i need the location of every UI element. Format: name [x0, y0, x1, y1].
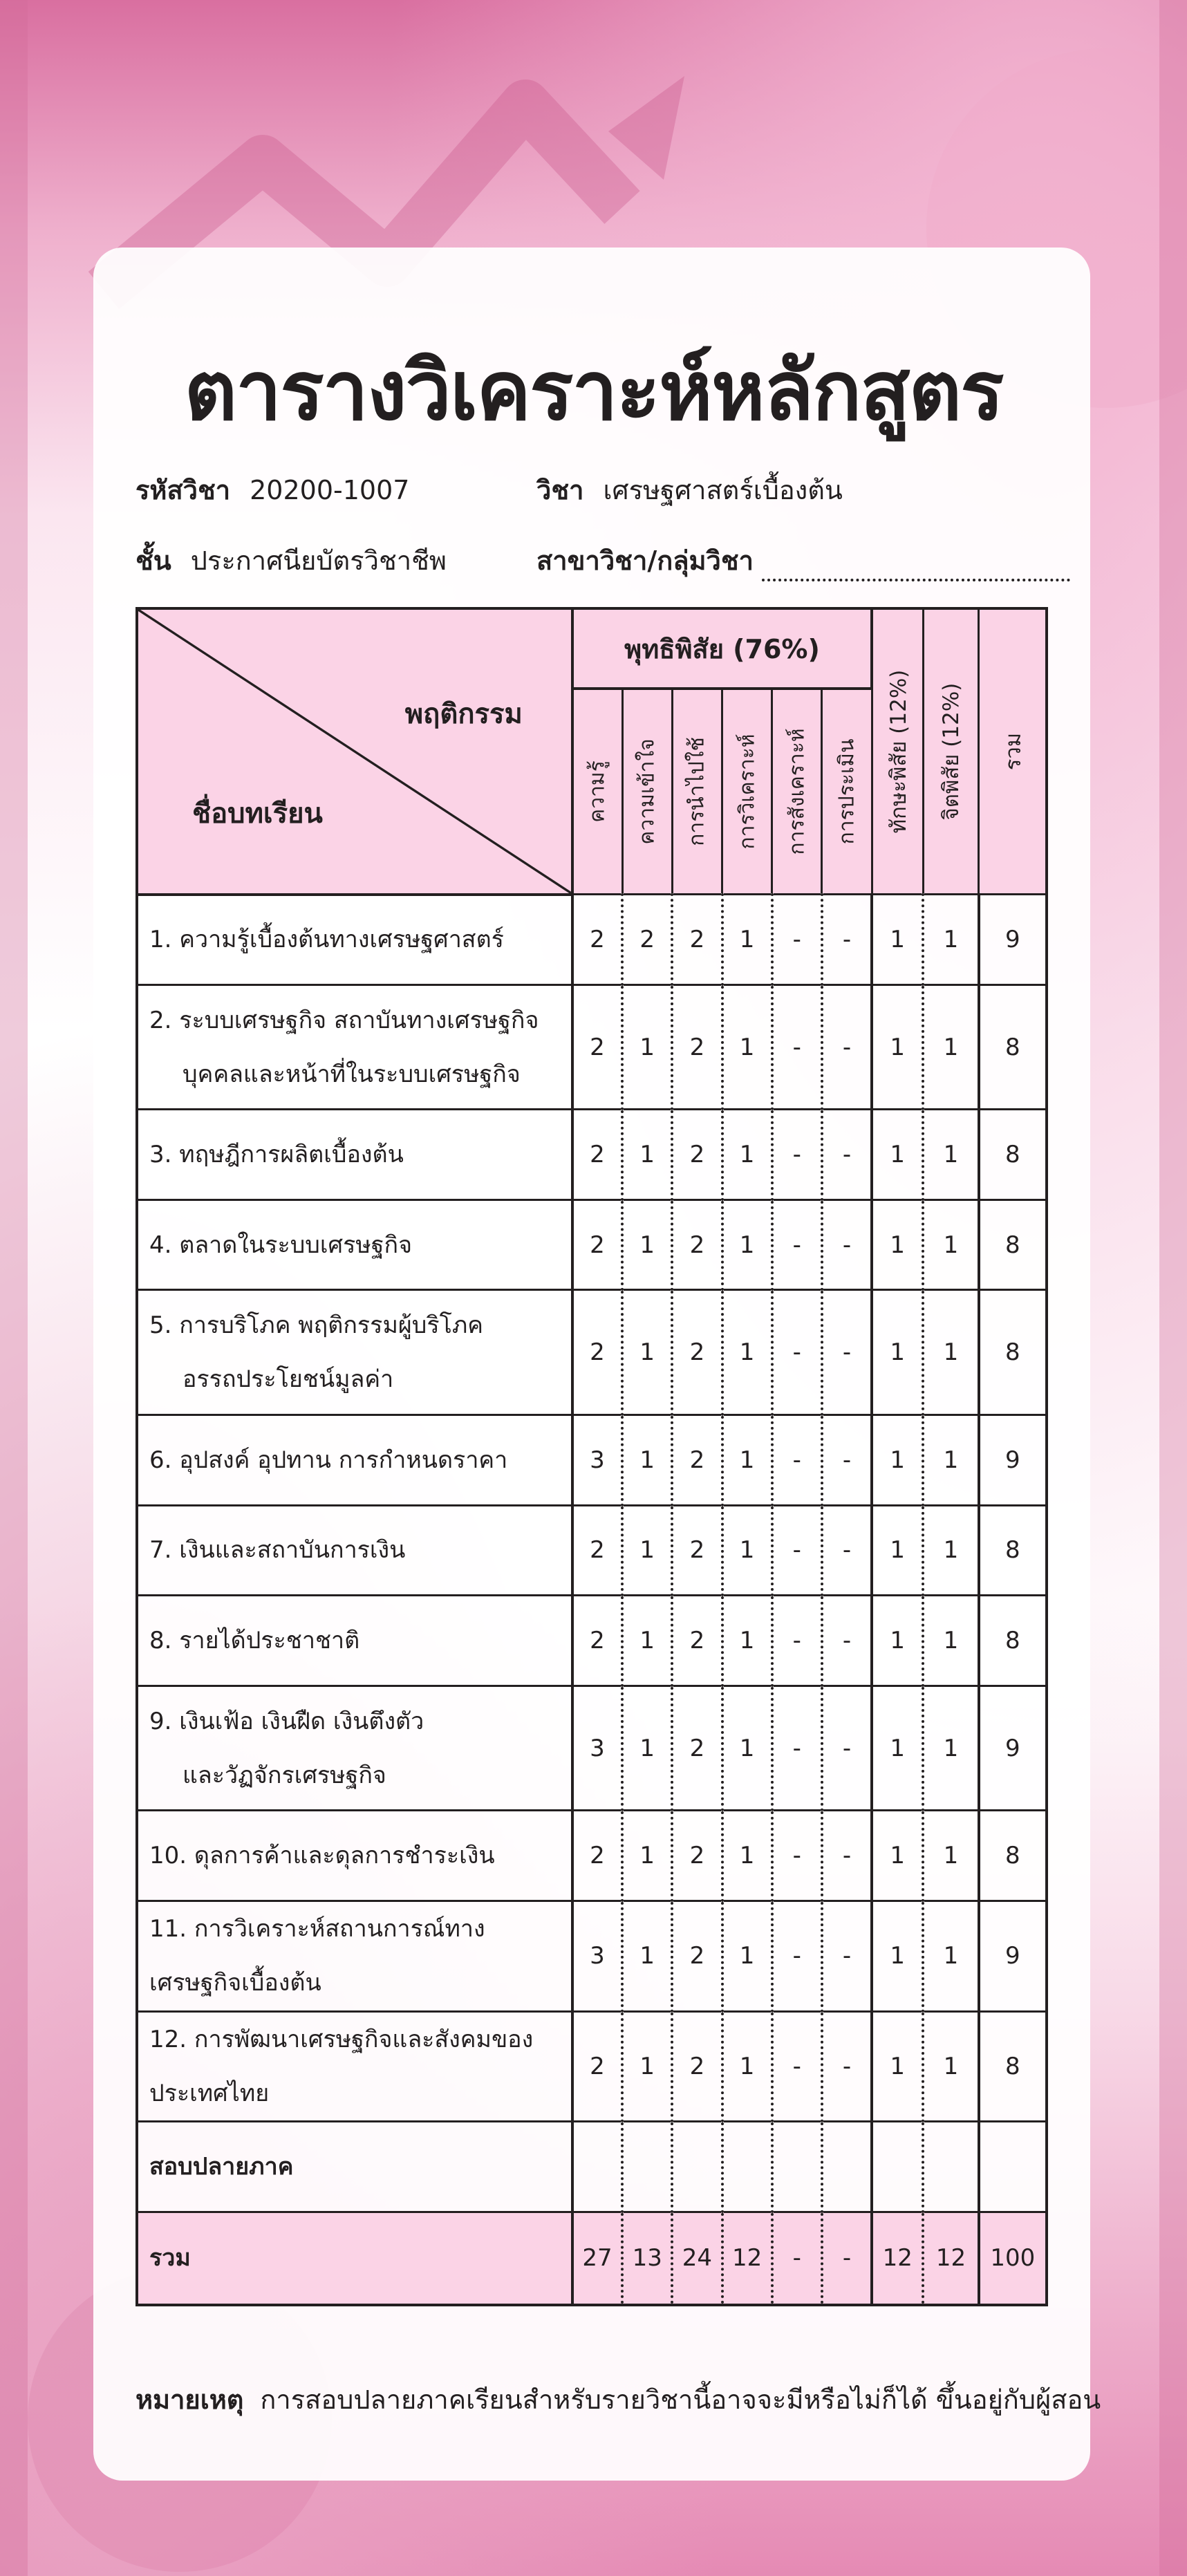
table-row [137, 984, 1047, 1110]
score-cell: 1 [923, 1110, 978, 1200]
score-cell: 1 [622, 1901, 672, 2011]
total-cell: - [772, 2212, 822, 2305]
score-cell: 1 [923, 1415, 978, 1506]
score-cell: 3 [572, 1901, 622, 2011]
score-cell: 1 [722, 1901, 772, 2011]
col-header-3 [672, 689, 722, 894]
score-cell: 2 [572, 1290, 622, 1415]
score-cell: 8 [979, 1596, 1047, 1686]
final-exam-cell [979, 2122, 1047, 2212]
branch-label: สาขาวิชา/กลุ่มวิชา [536, 545, 754, 576]
subject [536, 469, 843, 511]
score-cell: 1 [872, 984, 923, 1110]
score-cell: 8 [979, 1811, 1047, 1901]
col-header-4-label: การวิเคราะห์ [735, 734, 760, 850]
score-cell: 2 [572, 1811, 622, 1901]
col-header-1-label: ความรู้ [585, 760, 610, 823]
lesson-name [137, 984, 572, 1110]
score-cell: 1 [722, 1415, 772, 1506]
branch [536, 539, 1070, 581]
score-cell: 2 [672, 1811, 722, 1901]
table-row [137, 1200, 1047, 1290]
final-exam-cell [722, 2122, 772, 2212]
score-cell: 1 [622, 984, 672, 1110]
score-cell: 1 [872, 1110, 923, 1200]
score-cell: - [822, 1110, 872, 1200]
table-row [137, 1415, 1047, 1506]
score-cell: 1 [722, 1686, 772, 1811]
score-cell: - [772, 1110, 822, 1200]
table-row [137, 1505, 1047, 1596]
score-cell: - [772, 1200, 822, 1290]
col-header-7-label: ทักษะพิสัย (12%) [886, 669, 911, 834]
score-cell: - [822, 895, 872, 985]
score-cell: 2 [572, 1596, 622, 1686]
col-header-7 [872, 608, 923, 895]
score-cell: 1 [622, 2011, 672, 2122]
total-cell: 13 [622, 2212, 672, 2305]
score-cell: 1 [722, 1110, 772, 1200]
score-cell: 1 [722, 1200, 772, 1290]
score-cell: 9 [979, 895, 1047, 985]
table-row [137, 1686, 1047, 1811]
total-cell: 24 [672, 2212, 722, 2305]
level-label: ชั้น [135, 545, 171, 576]
lesson-name-line1: 11. การวิเคราะห์สถานการณ์ทางเศรษฐกิจเบื้องต้น [149, 1915, 485, 1997]
score-cell: - [772, 1290, 822, 1415]
lesson-name-line1: 10. ดุลการค้าและดุลการชำระเงิน [149, 1842, 495, 1870]
score-cell: - [772, 2011, 822, 2122]
score-cell: 1 [923, 1686, 978, 1811]
score-cell: 9 [979, 1415, 1047, 1506]
cognitive-group-header: พุทธิพิสัย (76%) [572, 608, 872, 689]
score-cell: 1 [722, 1290, 772, 1415]
col-header-2 [622, 689, 672, 894]
score-cell: 1 [923, 895, 978, 985]
footnote [135, 2378, 1101, 2420]
lesson-name-line2: บุคคลและหน้าที่ในระบบเศรษฐกิจ [183, 1060, 521, 1088]
final-exam-cell [822, 2122, 872, 2212]
score-cell: 8 [979, 1200, 1047, 1290]
score-cell: - [822, 1200, 872, 1290]
score-cell: 1 [872, 1686, 923, 1811]
col-header-5 [772, 689, 822, 894]
lesson-name [137, 1686, 572, 1811]
col-header-1 [572, 689, 622, 894]
score-cell: 8 [979, 1505, 1047, 1596]
lesson-name [137, 1290, 572, 1415]
col-header-8-label: จิตพิสัย (12%) [939, 682, 964, 821]
score-cell: 2 [572, 895, 622, 985]
score-cell: 8 [979, 1110, 1047, 1200]
score-cell: - [772, 1901, 822, 2011]
final-exam-cell [772, 2122, 822, 2212]
score-cell: 3 [572, 1415, 622, 1506]
score-cell: 9 [979, 1686, 1047, 1811]
lesson-name [137, 1110, 572, 1200]
lesson-name [137, 1415, 572, 1506]
score-cell: 1 [622, 1596, 672, 1686]
table-row [137, 1811, 1047, 1901]
score-cell: 2 [672, 1901, 722, 2011]
score-cell: 1 [923, 984, 978, 1110]
lesson-name-line1: 4. ตลาดในระบบเศรษฐกิจ [149, 1231, 413, 1259]
score-cell: 1 [722, 1596, 772, 1686]
score-cell: - [772, 895, 822, 985]
total-cell: 100 [979, 2212, 1047, 2305]
col-header-8 [923, 608, 978, 895]
score-cell: 2 [672, 1686, 722, 1811]
final-exam-cell [923, 2122, 978, 2212]
lesson-name-line2: อรรถประโยชน์มูลค่า [183, 1365, 394, 1394]
score-cell: 8 [979, 1290, 1047, 1415]
curriculum-table [135, 607, 1048, 2306]
score-cell: 1 [622, 1811, 672, 1901]
score-cell: 8 [979, 2011, 1047, 2122]
score-cell: 1 [722, 1811, 772, 1901]
score-cell: 1 [923, 1505, 978, 1596]
score-cell: - [772, 1811, 822, 1901]
subject-label: วิชา [536, 475, 584, 505]
score-cell: 1 [872, 1811, 923, 1901]
score-cell: 2 [672, 1415, 722, 1506]
score-cell: 1 [722, 2011, 772, 2122]
lesson-name [137, 1811, 572, 1901]
lesson-name-line1: 1. ความรู้เบื้องต้นทางเศรษฐศาสตร์ [149, 926, 504, 954]
score-cell: 1 [872, 1901, 923, 2011]
score-cell: 2 [572, 2011, 622, 2122]
lesson-name-line1: 3. ทฤษฎีการผลิตเบื้องต้น [149, 1141, 404, 1169]
header-diagonal-cell [137, 608, 572, 895]
score-cell: 1 [622, 1415, 672, 1506]
lesson-name-line1: 12. การพัฒนาเศรษฐกิจและสังคมของประเทศไทย [149, 2026, 534, 2107]
total-label: รวม [137, 2212, 572, 2305]
final-exam-cell [672, 2122, 722, 2212]
score-cell: - [772, 984, 822, 1110]
total-cell: 27 [572, 2212, 622, 2305]
lesson-name-line2: และวัฏจักรเศรษฐกิจ [183, 1761, 386, 1789]
total-cell: - [822, 2212, 872, 2305]
score-cell: 1 [622, 1110, 672, 1200]
score-cell: 2 [672, 1596, 722, 1686]
score-cell: 3 [572, 1686, 622, 1811]
footnote-text: การสอบปลายภาคเรียนสำหรับรายวิชานี้อาจจะมีหรือไม่ก็ได้ ขึ้นอยู่กับผู้สอน [260, 2384, 1101, 2415]
final-exam-label: สอบปลายภาค [137, 2122, 572, 2212]
lesson-name-line1: 9. เงินเฟ้อ เงินฝืด เงินตึงตัว [149, 1707, 424, 1735]
col-header-2-label: ความเข้าใจ [635, 738, 660, 845]
score-cell: 2 [672, 895, 722, 985]
score-cell: 1 [872, 1505, 923, 1596]
total-cell: 12 [872, 2212, 923, 2305]
score-cell: - [772, 1505, 822, 1596]
score-cell: 1 [872, 895, 923, 985]
score-cell: 2 [572, 984, 622, 1110]
lesson-name [137, 1200, 572, 1290]
score-cell: - [772, 1415, 822, 1506]
subject-value: เศรษฐศาสตร์เบื้องต้น [603, 475, 843, 505]
score-cell: 8 [979, 984, 1047, 1110]
score-cell: 1 [872, 1290, 923, 1415]
lesson-name [137, 1505, 572, 1596]
table-row [137, 1596, 1047, 1686]
level-value: ประกาศนียบัตรวิชาชีพ [190, 545, 447, 576]
score-cell: 2 [622, 895, 672, 985]
score-cell: 2 [572, 1505, 622, 1596]
score-cell: 2 [672, 984, 722, 1110]
score-cell: 1 [722, 1505, 772, 1596]
col-header-9-label: รวม [1000, 732, 1026, 771]
lesson-name [137, 2011, 572, 2122]
course-code [135, 469, 409, 511]
lesson-name-line1: 5. การบริโภค พฤติกรรมผู้บริโภค [149, 1312, 484, 1340]
score-cell: 1 [923, 1290, 978, 1415]
table-row [137, 2011, 1047, 2122]
score-cell: 1 [722, 895, 772, 985]
score-cell: 2 [672, 1290, 722, 1415]
table-row [137, 1290, 1047, 1415]
score-cell: 2 [572, 1110, 622, 1200]
score-cell: - [772, 1686, 822, 1811]
score-cell: 1 [923, 1901, 978, 2011]
score-cell: 2 [572, 1200, 622, 1290]
lesson-name [137, 895, 572, 985]
score-cell: - [822, 2011, 872, 2122]
score-cell: 1 [722, 984, 772, 1110]
diagonal-line [138, 610, 571, 893]
final-exam-cell [872, 2122, 923, 2212]
score-cell: - [822, 1811, 872, 1901]
score-cell: 1 [923, 1596, 978, 1686]
score-cell: 1 [923, 1811, 978, 1901]
score-cell: - [822, 1505, 872, 1596]
table-row [137, 895, 1047, 985]
table-row [137, 1901, 1047, 2011]
score-cell: 2 [672, 1110, 722, 1200]
lesson-name-line1: 8. รายได้ประชาชาติ [149, 1626, 360, 1654]
score-cell: 2 [672, 1200, 722, 1290]
score-cell: 2 [672, 1505, 722, 1596]
score-cell: - [822, 1290, 872, 1415]
behavior-label: พฤติกรรม [404, 698, 523, 730]
col-header-3-label: การนำไปใช้ [684, 737, 709, 847]
final-exam-row [137, 2122, 1047, 2212]
level [135, 539, 447, 581]
table-row [137, 1110, 1047, 1200]
score-cell: - [822, 1901, 872, 2011]
col-header-4 [722, 689, 772, 894]
lesson-name [137, 1901, 572, 2011]
score-cell: - [772, 1596, 822, 1686]
branch-blank-line [762, 558, 1070, 581]
col-header-5-label: การสังเคราะห์ [785, 728, 810, 855]
score-cell: - [822, 984, 872, 1110]
total-cell: 12 [923, 2212, 978, 2305]
score-cell: 1 [923, 1200, 978, 1290]
lesson-label: ชื่อบทเรียน [192, 798, 323, 830]
score-cell: 1 [872, 1596, 923, 1686]
final-exam-cell [622, 2122, 672, 2212]
score-cell: - [822, 1415, 872, 1506]
score-cell: 1 [622, 1505, 672, 1596]
score-cell: 1 [622, 1686, 672, 1811]
score-cell: 1 [872, 2011, 923, 2122]
total-row [137, 2212, 1047, 2305]
score-cell: - [822, 1686, 872, 1811]
col-header-6-label: การประเมิน [834, 738, 859, 845]
score-cell: 1 [923, 2011, 978, 2122]
score-cell: 2 [672, 2011, 722, 2122]
score-cell: 1 [872, 1200, 923, 1290]
total-cell: 12 [722, 2212, 772, 2305]
final-exam-cell [572, 2122, 622, 2212]
lesson-name-line1: 7. เงินและสถาบันการเงิน [149, 1536, 406, 1565]
course-code-label: รหัสวิชา [135, 475, 231, 505]
col-header-9 [979, 608, 1047, 895]
score-cell: 1 [622, 1290, 672, 1415]
score-cell: 9 [979, 1901, 1047, 2011]
page-title: ตารางวิเคราะห์หลักสูตร [184, 343, 1003, 438]
col-header-6 [822, 689, 872, 894]
footnote-label: หมายเหตุ [135, 2384, 244, 2415]
lesson-name-line1: 2. ระบบเศรษฐกิจ สถาบันทางเศรษฐกิจ [149, 1006, 539, 1034]
lesson-name [137, 1596, 572, 1686]
lesson-name-line1: 6. อุปสงค์ อุปทาน การกำหนดราคา [149, 1446, 508, 1474]
score-cell: - [822, 1596, 872, 1686]
score-cell: 1 [622, 1200, 672, 1290]
course-code-value: 20200-1007 [250, 475, 410, 505]
score-cell: 1 [872, 1415, 923, 1506]
